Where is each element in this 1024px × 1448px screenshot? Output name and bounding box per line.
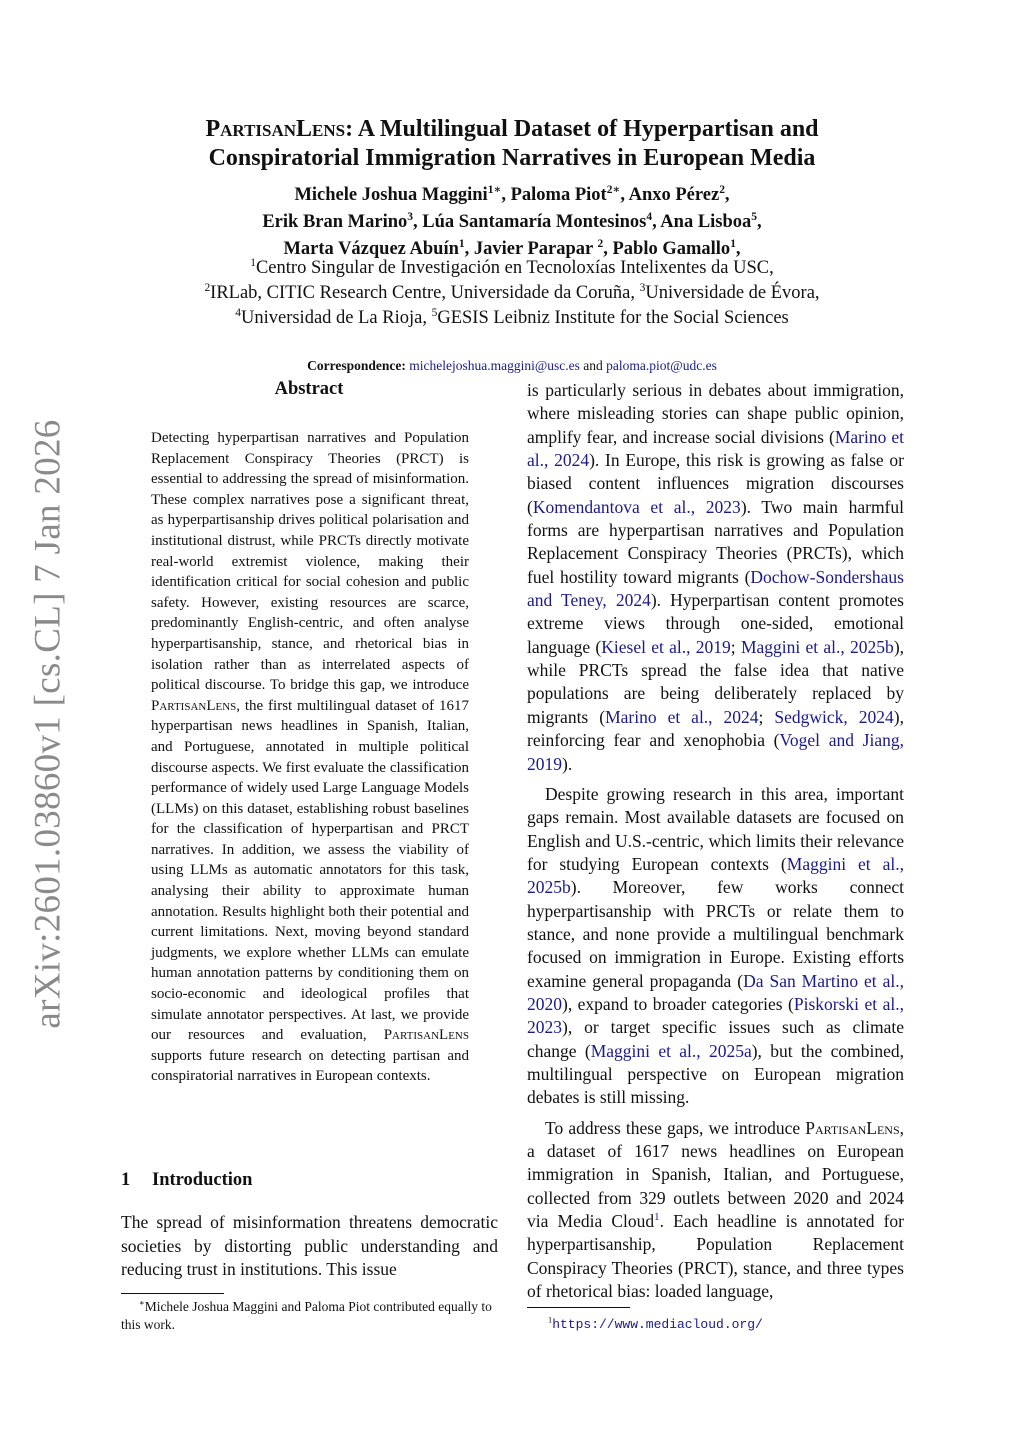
citation-link[interactable]: Piskorski et al., 2023	[527, 993, 904, 1038]
citation-link[interactable]: Maggini et al., 2025b	[527, 853, 905, 898]
footnote-mediacloud: $^1$https://www.mediacloud.org/	[548, 1315, 763, 1332]
section-number: 1	[121, 1170, 131, 1190]
text-run: ), but the combined, multilingual perspective on European migration debates is still missing.	[527, 1040, 905, 1108]
text-run: is particularly serious in debates about immigration, where misleading stories can shape public opinion, amplify fear, and increase social divisions (	[527, 380, 904, 447]
citation-link[interactable]: Maggini et al., 2025b	[740, 636, 894, 657]
text-run: ;	[758, 706, 775, 727]
affiliation-line: $^1$Centro Singular de Investigación en Tecnoloxías Intelixentes da USC,	[250, 256, 774, 278]
affiliation-line: $^4$Universidad de La Rioja, $^5$GESIS Leibniz Institute for the Social Sciences	[235, 306, 789, 328]
footnote-marker[interactable]: 1	[654, 1211, 660, 1224]
equal-contribution-mark: ∗	[612, 183, 621, 196]
author-line: Michele Joshua Maggini$^{1∗}$, Paloma Piot$^{2∗}$, Anxo Pérez$^2$,	[294, 183, 730, 205]
arxiv-identifier-stamp	[18, 419, 78, 1029]
equal-contribution-mark: ∗	[493, 183, 502, 196]
correspondence-label: Correspondence:	[307, 358, 406, 373]
author-name: Marta Vázquez Abuín	[283, 239, 459, 259]
section-title: Introduction	[152, 1170, 253, 1190]
text-run: ). Moreover, few works connect hyperpartisanship with PRCTs or relate them to stance, and none provide a multilingual benchmark focused on immigration in Europe. Existing efforts examine general propaganda (	[527, 877, 904, 991]
intro-paragraph-left: The spread of misinformation threatens democratic societies by distorting public understanding and reducing trust in institutions. This issue	[121, 1212, 498, 1280]
title-line2: Conspiratorial Immigration Narratives in European Media	[208, 145, 816, 171]
arxiv-identifier-text: arXiv:2601.03860v1 [cs.CL] 7 Jan 2026	[27, 419, 69, 1029]
text-run: To address these gaps, we introduce	[545, 1117, 806, 1138]
affiliation-line: $^2$IRLab, CITIC Research Centre, Universidade da Coruña, $^3$Universidade de Évora,	[204, 281, 820, 303]
text-run: ). Hyperpartisan content promotes extreme views through one-sided, emotional language (	[527, 590, 904, 657]
citation-link[interactable]: Marino et al., 2024	[605, 706, 759, 727]
abstract-body: Detecting hyperpartisan narratives and Population Replacement Conspiracy Theories (PRCT) is essential to addressing the spread of misinformation. These complex narratives pose a significant threat, as hyperpartisanship drives political polarisation and institutional distrust, while PRCTs directly motivate real-world extremist violence, making their identification critical for social cohesion and public safety. However, existing resources are scarce, predominantly English-centric, and often analyse hyperpartisanship, stance, and rhetorical bias in isolation rather than as interrelated aspects of political discourse. To bridge this gap, we introduce PartisanLens, the first multilingual dataset of 1617 hyperpartisan news headlines in Spanish, Italian, and Portuguese, annotated in multiple political discourse aspects. We first evaluate the classification performance of widely used Large Language Models (LLMs) on this dataset, establishing robust baselines for the classification of hyperpartisan and PRCT narratives. In addition, we assess the viability of using LLMs as automatic annotators for this task, analysing their ability to approximate human annotation. Results highlight both their potential and current limitations. Next, moving beyond standard judgments, we explore whether LLMs can emulate human annotation patterns by conditioning them on socio-economic and ideological profiles that simulate annotator perspectives. At last, we provide our resources and evaluation, PartisanLens supports future research on detecting partisan and conspiratorial narratives in European contexts.	[151, 430, 469, 1085]
text-run: ), expand to broader categories (	[562, 993, 794, 1014]
author-name: Pablo Gamallo	[612, 239, 731, 259]
citation-link[interactable]: Dochow-Sondershaus and Teney, 2024	[527, 566, 904, 611]
citation-link[interactable]: Komendantova et al., 2023	[532, 496, 741, 517]
author-name: Michele Joshua Maggini	[294, 185, 488, 205]
email-link[interactable]: michelejoshua.maggini@usc.es	[409, 358, 580, 373]
author-name: Ana Lisboa	[660, 212, 752, 232]
text-run: . Each headline is annotated for hyperpartisanship, Population Replacement Conspiracy Theories (PRCT), stance, and three types of rhetorical bias: loaded language,	[527, 1211, 904, 1302]
text-run: ), or target specific issues such as climate change (	[527, 1017, 904, 1061]
title-dataset-name: PartisanLens	[205, 116, 346, 142]
footnote-url-link[interactable]: https://www.mediacloud.org/	[552, 1317, 763, 1332]
author-name: Anxo Pérez	[628, 185, 720, 205]
body-paragraph	[527, 1117, 904, 1304]
author-name: Lúa Santamaría Montesinos	[422, 212, 647, 232]
citation-link[interactable]: Sedgwick, 2024	[774, 706, 894, 727]
author-line: Erik Bran Marino$^3$, Lúa Santamaría Montesinos$^4$, Ana Lisboa$^5$,	[262, 210, 762, 232]
body-paragraph	[527, 379, 904, 776]
text-run: ), reinforcing fear and xenophobia (	[527, 706, 904, 751]
footnote-rule	[121, 1293, 224, 1294]
text-run: ). In Europe, this risk is growing as false or biased content influences migration discourses (	[527, 450, 904, 517]
text-run: Despite growing research in this area, important gaps remain. Most available datasets are focused on English and U.S.-centric, which limits their relevance for studying European contexts (	[527, 783, 904, 874]
text-run: , a dataset of 1617 news headlines on European immigration in Spanish, Italian, and Portuguese, collected from 329 outlets between 2020 and 2024 via Media Cloud	[527, 1117, 904, 1232]
dataset-name: PartisanLens	[383, 1027, 469, 1044]
citation-link[interactable]: Da San Martino et al., 2020	[527, 970, 904, 1014]
email-link[interactable]: paloma.piot@udc.es	[606, 358, 717, 373]
section-heading-introduction	[121, 1170, 252, 1191]
right-column-body	[527, 379, 904, 1303]
title-line1: : A Multilingual Dataset of Hyperpartisan and	[345, 116, 819, 142]
author-list	[120, 182, 904, 263]
author-name: Erik Bran Marino	[262, 212, 408, 232]
affiliation-list	[120, 256, 904, 331]
footnote-equal-contribution: ∗Michele Joshua Maggini and Paloma Piot contributed equally to this work.	[121, 1298, 492, 1332]
text-run: ), while PRCTs spread the false idea that native populations are being deliberately replaced by migrants (	[527, 636, 905, 727]
paper-title	[120, 115, 904, 173]
text-run: ). Two main harmful forms are hyperpartisan narratives and Population Replacement Conspiracy Theories (PRCTs), which fuel hostility toward migrants (	[527, 496, 904, 587]
correspondence-line: Correspondence: michelejoshua.maggini@usc.es and paloma.piot@udc.es	[307, 358, 717, 373]
text-run: ).	[562, 753, 573, 774]
author-name: Javier Parapar	[473, 239, 593, 259]
body-paragraph	[527, 783, 904, 1110]
abstract-heading: Abstract	[274, 379, 344, 399]
dataset-name: PartisanLens	[805, 1117, 900, 1138]
citation-link[interactable]: Maggini et al., 2025a	[590, 1040, 752, 1061]
citation-link[interactable]: Marino et al., 2024	[527, 426, 904, 471]
footnote-rule	[527, 1307, 630, 1308]
citation-link[interactable]: Vogel and Jiang, 2019	[527, 730, 904, 774]
author-name: Paloma Piot	[510, 185, 607, 205]
dataset-name: PartisanLens	[151, 697, 237, 714]
text-run: ;	[730, 636, 741, 657]
author-line: Marta Vázquez Abuín$^1$, Javier Parapar $^2$, Pablo Gamallo$^1$,	[283, 237, 741, 259]
citation-link[interactable]: Kiesel et al., 2019	[601, 636, 731, 657]
